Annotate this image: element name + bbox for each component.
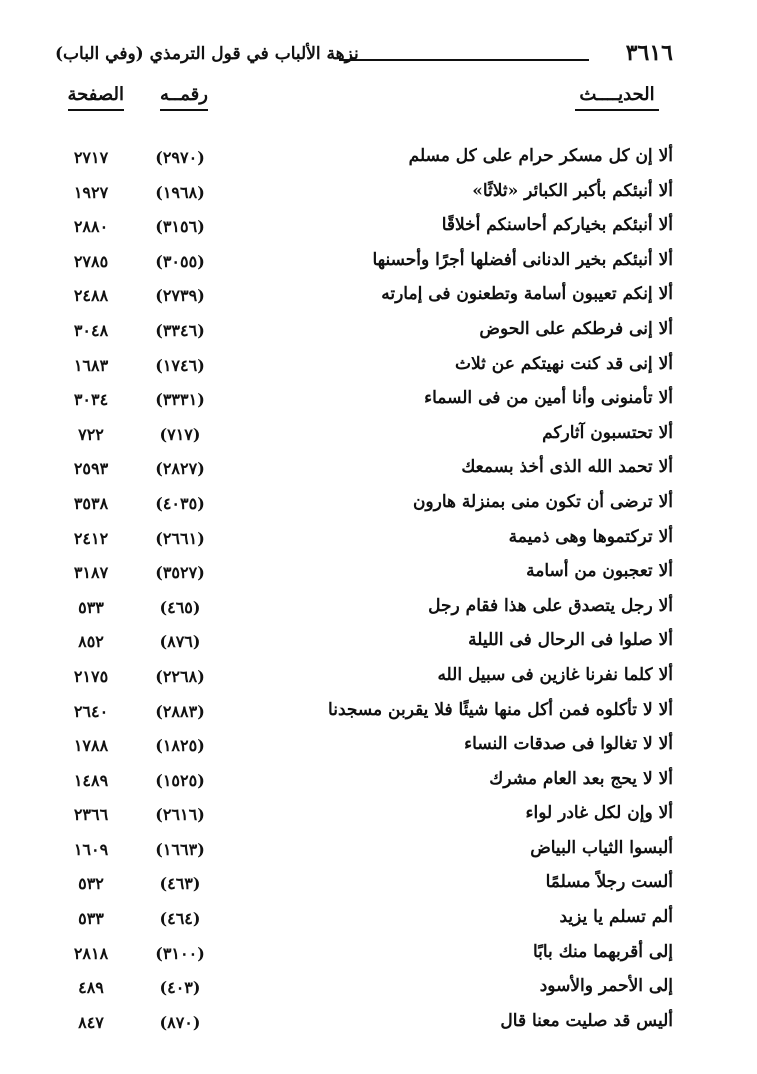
page-number: ٣٦١٦	[625, 40, 673, 66]
column-header-page: الصفحة	[68, 84, 124, 111]
hadith-number: (١٩٦٨)	[155, 182, 205, 202]
page-reference: ٣٠٤٨	[73, 320, 109, 340]
page-reference: ٣٠٣٤	[73, 390, 109, 410]
table-row	[0, 938, 757, 973]
hadith-text: ألا تحتسبون آثاركم	[542, 422, 673, 443]
hadith-number: (١٥٢٥)	[155, 770, 205, 790]
table-row	[0, 488, 757, 523]
table-row	[0, 592, 757, 627]
hadith-number: (٣٠٥٥)	[155, 251, 205, 271]
hadith-number: (٢٧٣٩)	[155, 286, 205, 306]
table-row	[0, 280, 757, 315]
hadith-text: ألا لا تأكلوه فمن أكل منها شيئًا فلا يقربن مسجدنا	[328, 699, 673, 720]
table-row	[0, 1007, 757, 1042]
column-header-hadith: الحديــــث	[575, 84, 659, 111]
page-reference: ٢٨٨٠	[73, 217, 109, 237]
hadith-text: إلى الأحمر والأسود	[539, 976, 673, 997]
hadith-number: (٤٦٥)	[159, 597, 201, 617]
table-row	[0, 246, 757, 281]
table-row	[0, 211, 757, 246]
hadith-number: (١٨٢٥)	[155, 736, 205, 756]
column-header-number: رقمــه	[160, 84, 208, 111]
hadith-number: (٢٨٢٧)	[155, 459, 205, 479]
hadith-text: ألا تأمنونى وأنا أمين من فى السماء	[424, 388, 673, 409]
hadith-number: (٨٧٠)	[159, 1012, 201, 1032]
page-reference: ٢٣٦٦	[73, 805, 109, 825]
hadith-text: ألست رجلاً مسلمًا	[545, 872, 673, 893]
hadith-text: ألا تركتموها وهى ذميمة	[508, 526, 673, 547]
page-reference: ٢١٧٥	[73, 666, 109, 686]
table-row	[0, 972, 757, 1007]
running-head	[55, 40, 675, 70]
hadith-text: ألا أنبئكم بخياركم أحاسنكم أخلاقًا	[441, 215, 673, 236]
table-row	[0, 730, 757, 765]
hadith-number: (٤٠٣)	[159, 978, 201, 998]
hadith-text: ألبسوا الثياب البياض	[530, 837, 673, 858]
table-row	[0, 350, 757, 385]
hadith-number: (٢٦١٦)	[155, 805, 205, 825]
table-row	[0, 523, 757, 558]
hadith-text: ألا أنبئكم بأكبر الكبائر «ثلاثًا»	[472, 180, 673, 201]
hadith-number: (٢٩٧٠)	[155, 148, 205, 167]
page-reference: ٨٤٧	[78, 1012, 104, 1032]
page-reference: ١٦٨٣	[73, 355, 109, 375]
hadith-text: ألا إنكم تعيبون أسامة وتطعنون فى إمارته	[381, 284, 673, 305]
hadith-number: (٣٣٣١)	[155, 390, 205, 410]
hadith-number: (٢٢٦٨)	[155, 666, 205, 686]
table-row	[0, 661, 757, 696]
hadith-text: ألا إنى قد كنت نهيتكم عن ثلاث	[454, 353, 673, 374]
table-row	[0, 696, 757, 731]
hadith-number: (٧١٧)	[159, 424, 201, 444]
page-reference: ٥٣٢	[78, 874, 104, 894]
hadith-number: (٣٣٤٦)	[155, 320, 205, 340]
table-row	[0, 453, 757, 488]
page-reference: ٢٧١٧	[73, 148, 109, 167]
page-reference: ٢٦٤٠	[73, 701, 109, 721]
hadith-number: (١٦٦٣)	[155, 839, 205, 859]
page-reference: ١٧٨٨	[73, 736, 109, 756]
page-reference: ٥٣٣	[78, 597, 104, 617]
page-reference: ١٦٠٩	[73, 839, 109, 859]
table-row	[0, 177, 757, 212]
hadith-number: (٣١٥٦)	[155, 217, 205, 237]
hadith-number: (٣١٠٠)	[155, 943, 205, 963]
table-row	[0, 834, 757, 869]
hadith-text: ألا إنى فرطكم على الحوض	[479, 318, 673, 339]
page-reference: ١٤٨٩	[73, 770, 109, 790]
hadith-text: ألا لا تغالوا فى صدقات النساء	[464, 734, 673, 755]
page-reference: ٢٤٨٨	[73, 286, 109, 306]
table-row	[0, 557, 757, 592]
hadith-text: ألا أنبئكم بخير الدنانى أفضلها أجرًا وأحسنها	[372, 249, 673, 270]
hadith-text: أليس قد صليت معنا قال	[500, 1010, 673, 1031]
page-reference: ٤٨٩	[78, 978, 104, 998]
table-row	[0, 626, 757, 661]
hadith-text: ألا تحمد الله الذى أخذ بسمعك	[461, 457, 673, 478]
book-title: نزهة الألباب في قول الترمذي (وفي الباب)	[55, 44, 359, 64]
page-reference: ٢٤١٢	[73, 528, 109, 548]
page-reference: ٣٥٣٨	[73, 493, 109, 513]
table-row	[0, 142, 757, 177]
hadith-text: ألا لا يحج بعد العام مشرك	[489, 768, 673, 789]
hadith-text: ألا صلوا فى الرحال فى الليلة	[468, 630, 673, 651]
page-reference: ٧٢٢	[78, 424, 104, 444]
hadith-text: إلى أقربهما منك بابًا	[532, 941, 673, 962]
table-row	[0, 384, 757, 419]
hadith-text: ألا إن كل مسكر حرام على كل مسلم	[408, 146, 673, 166]
hadith-text: ألا رجل يتصدق على هذا فقام رجل	[428, 595, 673, 616]
table-row	[0, 765, 757, 800]
table-row	[0, 315, 757, 350]
page-reference: ٢٨١٨	[73, 943, 109, 963]
hadith-text: ألم تسلم يا يزيد	[559, 907, 673, 928]
page-reference: ٣١٨٧	[73, 563, 109, 583]
table-row	[0, 419, 757, 454]
hadith-text: ألا كلما نفرنا غازين فى سبيل الله	[437, 664, 673, 685]
hadith-number: (٢٨٨٣)	[155, 701, 205, 721]
hadith-number: (٤٠٣٥)	[155, 493, 205, 513]
page-reference: ٨٥٢	[78, 632, 104, 652]
page-reference: ٢٥٩٣	[73, 459, 109, 479]
page-reference: ٢٧٨٥	[73, 251, 109, 271]
table-row	[0, 903, 757, 938]
hadith-text: ألا ترضى أن تكون منى بمنزلة هارون	[412, 491, 673, 512]
hadith-number: (٢٦٦١)	[155, 528, 205, 548]
hadith-number: (٣٥٢٧)	[155, 563, 205, 583]
hadith-text: ألا تعجبون من أسامة	[526, 561, 673, 582]
hadith-number: (٤٦٣)	[159, 874, 201, 894]
hadith-number: (١٧٤٦)	[155, 355, 205, 375]
index-table	[0, 142, 757, 1041]
header-rule	[339, 59, 589, 61]
page-reference: ١٩٢٧	[73, 182, 109, 202]
page-reference: ٥٣٣	[78, 909, 104, 929]
table-row	[0, 868, 757, 903]
table-row	[0, 799, 757, 834]
hadith-number: (٤٦٤)	[159, 909, 201, 929]
hadith-number: (٨٧٦)	[159, 632, 201, 652]
hadith-text: ألا وإن لكل غادر لواء	[525, 803, 673, 824]
